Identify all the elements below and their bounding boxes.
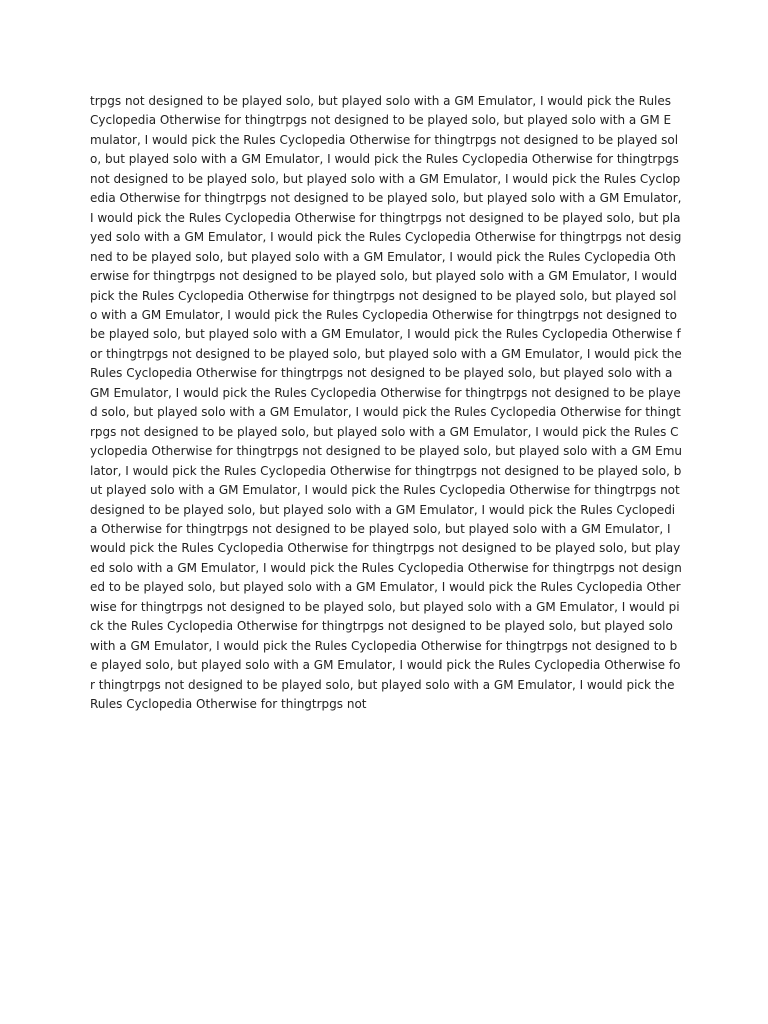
body-paragraph: trpgs not designed to be played solo, but played solo with a GM Emulator, I would pick the Rules Cyclopedia Otherwise for thingtrpgs not designed to be played solo, but played solo with a GM Emulator, I would pick the Rules Cyclopedia Otherwise for thingtrpgs not designed to be played solo, but played solo with a GM Emulator, I would pick the Rules Cyclopedia Otherwise for thingtrpgs not designed to be played solo, but played solo with a GM Emulator, I would pick the Rules Cyclopedia Otherwise for thingtrpgs not designed to be played solo, but played solo with a GM Emulator, I would pick the Rules Cyclopedia Otherwise for thingtrpgs not designed to be played solo, but played solo with a GM Emulator, I would pick the Rules Cyclopedia Otherwise for thingtrpgs not designed to be played solo, but played solo with a GM Emulator, I would pick the Rules Cyclopedia Otherwise for thingtrpgs not designed to be played solo, but played solo with a GM Emulator, I would pick the Rules Cyclopedia Otherwise for thingtrpgs not designed to be played solo, but played solo with a GM Emulator, I would pick the Rules Cyclopedia Otherwise for thingtrpgs not designed to be played solo, but played solo with a GM Emulator, I would pick the Rules Cyclopedia Otherwise for thingtrpgs not designed to be played solo, but played solo with a GM Emulator, I would pick the Rules Cyclopedia Otherwise for thingtrpgs not designed to be played solo, but played solo with a GM Emulator, I would pick the Rules Cyclopedia Otherwise for thingtrpgs not designed to be played solo, but played solo with a GM Emulator, I would pick the Rules Cyclopedia Otherwise for thingtrpgs not designed to be played solo, but played solo with a GM Emulator, I would pick the Rules Cyclopedia Otherwise for thingtrpgs not designed to be played solo, but played solo with a GM Emulator, I would pick the Rules Cyclopedia Otherwise for thingtrpgs not designed to be played solo, but played solo with a GM Emulator, I would pick the Rules Cyclopedia Otherwise for thingtrpgs not designed to be played solo, but played solo with a GM Emulator, I would pick the Rules Cyclopedia Otherwise for thingtrpgs not designed to be played solo, but played solo with a GM Emulator, I would pick the Rules Cyclopedia Otherwise for thingtrpgs not designed to be played solo, but played solo with a GM Emulator, I would pick the Rules Cyclopedia Otherwise for thingtrpgs not designed to be played solo, but played solo with a GM Emulator, I would pick the Rules Cyclopedia Otherwise for thingtrpgs not designed to be played solo, but played solo with a GM Emulator, I would pick the Rules Cyclopedia Otherwise for thingtrpgs not designed to be played solo, but played solo with a GM Emulator, I would pick the Rules Cyclopedia Otherwise for thingtrpgs not designed to be played solo, but played solo with a GM Emulator, I would pick the Rules Cyclopedia Otherwise for thingtrpgs not designed to be played solo, but played solo with a GM Emulator, I would pick the Rules Cyclopedia Otherwise for thingtrpgs not (90, 94, 683, 712)
